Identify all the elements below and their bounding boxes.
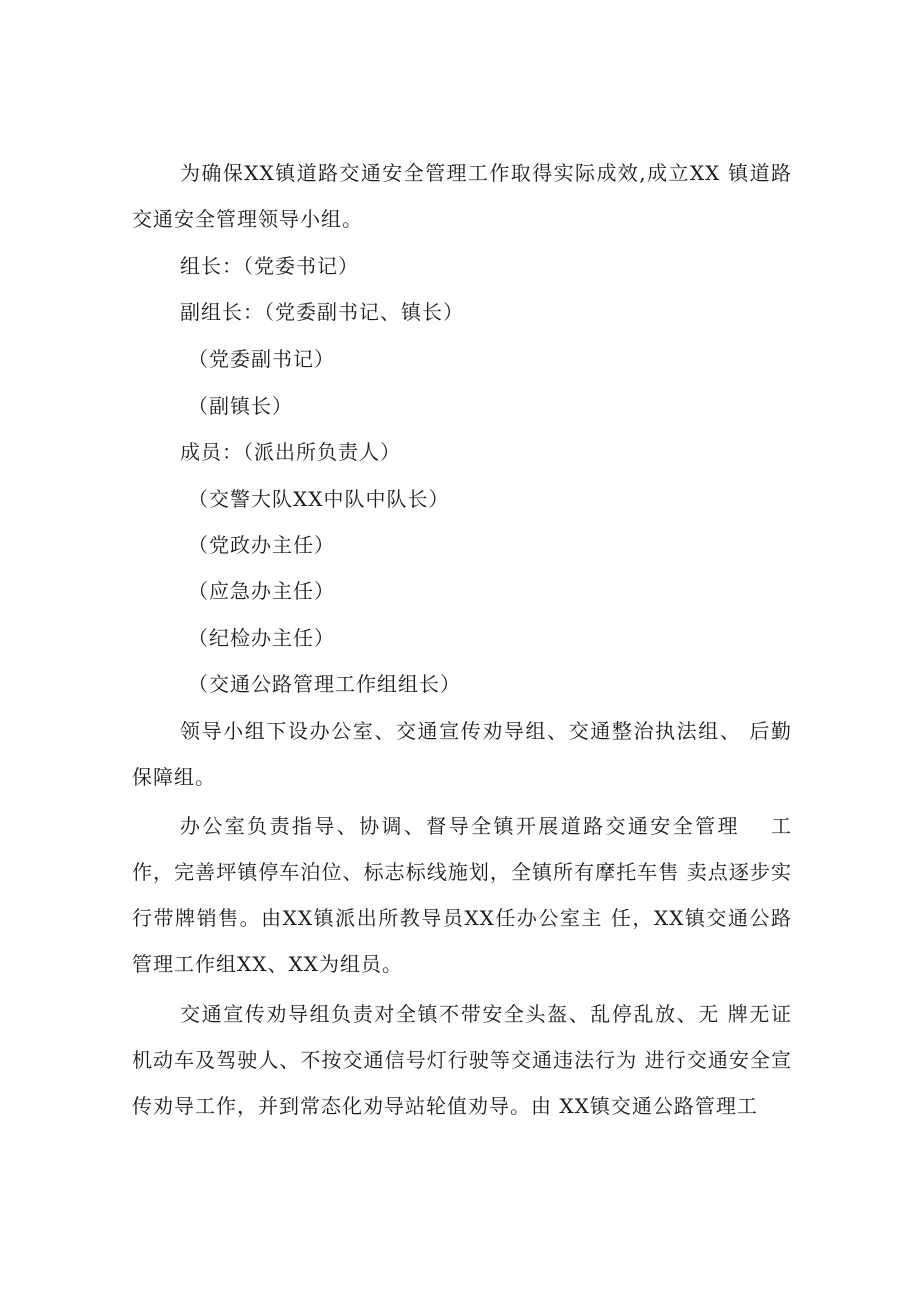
deputy-line: 副组长：（党委副书记、镇长） bbox=[180, 300, 464, 324]
publicity-paragraph: 交通宣传劝导组负责对全镇不带安全头盔、乱停乱放、无 牌无证机动车及驾驶人、不按交通信号灯行驶等交通违法行为 进行交通安全宣传劝导工作，并到常态化劝导站轮值劝导。由 XX镇交通公路管理工 bbox=[132, 1002, 792, 1118]
leader-line: 组长：（党委书记） bbox=[180, 254, 359, 278]
member-item: （交警大队XX中队中队长） bbox=[188, 487, 450, 511]
groups-paragraph: 领导小组下设办公室、交通宣传劝导组、交通整治执法组、 后勤保障组。 bbox=[132, 719, 792, 789]
member-item: （纪检办主任） bbox=[188, 626, 335, 650]
member-item: （应急办主任） bbox=[188, 579, 335, 603]
deputy-item: （党委副书记） bbox=[188, 347, 335, 371]
deputy-item: （副镇长） bbox=[188, 394, 293, 418]
member-item: （交通公路管理工作组组长） bbox=[188, 672, 461, 696]
intro-paragraph: 为确保XX镇道路交通安全管理工作取得实际成效,成立XX 镇道路交通安全管理领导小组。 bbox=[132, 161, 792, 231]
office-paragraph: 办公室负责指导、协调、督导全镇开展道路交通安全管理 工作，完善坪镇停车泊位、标志标线施划，全镇所有摩托车售 卖点逐步实行带牌销售。由XX镇派出所教导员XX任办公室主 任，XX镇交通公路管理工作组XX、XX为组员。 bbox=[132, 814, 792, 976]
member-item: （党政办主任） bbox=[188, 533, 335, 557]
members-line: 成员：（派出所负责人） bbox=[180, 440, 401, 464]
